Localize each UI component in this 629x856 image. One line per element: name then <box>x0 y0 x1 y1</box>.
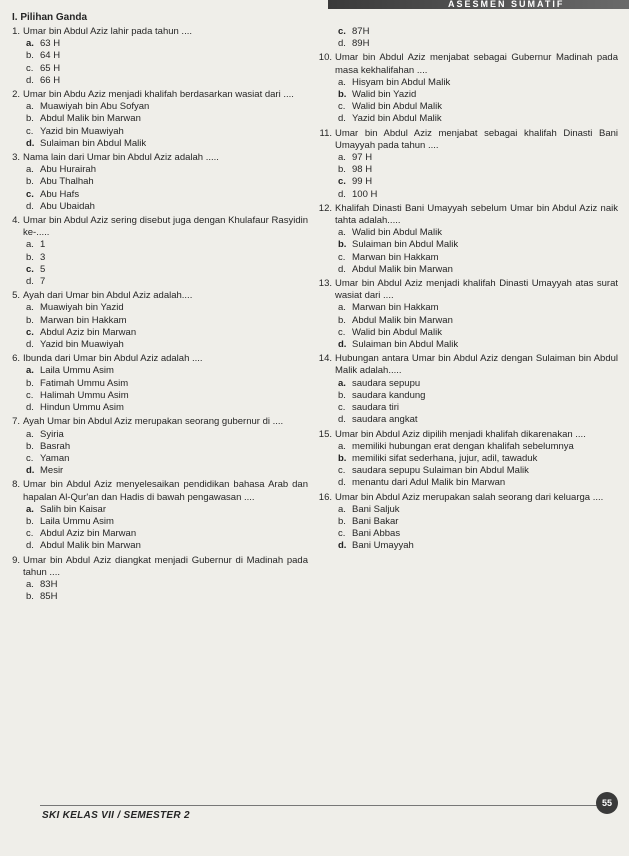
answer-option[interactable] <box>338 465 618 477</box>
answer-option[interactable] <box>26 315 308 327</box>
option-text: saudara angkat <box>352 414 418 426</box>
question-number: 9. <box>12 554 20 566</box>
answer-option[interactable] <box>338 315 618 327</box>
answer-option[interactable] <box>338 302 618 314</box>
answer-option[interactable] <box>26 516 308 528</box>
option-text: Walid bin Abdul Malik <box>352 101 442 113</box>
option-letter: c. <box>26 389 34 401</box>
question-number: 5. <box>12 290 20 302</box>
selected-option-letter: a. <box>338 377 346 389</box>
question-text-row <box>316 353 618 377</box>
option-letter: d. <box>338 188 346 200</box>
question-text-row <box>4 26 308 38</box>
option-letter: b. <box>338 515 346 527</box>
question-text: Umar bin Abdul Aziz diangkat menjadi Gubernur di Madinah pada tahun .... <box>23 554 308 578</box>
option-text: Abdul Aziz bin Marwan <box>40 528 137 540</box>
option-text: 83H <box>40 578 58 590</box>
answer-option[interactable] <box>338 227 618 239</box>
question-text-row <box>4 215 308 239</box>
question-number: 12. <box>318 202 332 214</box>
selected-option-letter: d. <box>26 465 35 477</box>
question-item <box>316 128 618 201</box>
option-text: 100 H <box>352 188 378 200</box>
option-letter: b. <box>26 176 34 188</box>
question-text: Umar bin Abdul Aziz menjabat sebagai khalifah Dinasti Bani Umayyah pada tahun .... <box>335 127 618 151</box>
option-text: 98 H <box>352 164 373 176</box>
header-banner: ASESMEN SUMATIF <box>328 0 629 9</box>
question-text: Ibunda dari Umar bin Abdul Aziz adalah .... <box>23 353 203 365</box>
question-text-row <box>4 555 308 579</box>
answer-options <box>4 38 308 87</box>
question-text-row <box>4 290 308 302</box>
question-text: Umar bin Abdul Aziz menjabat sebagai Gubernur Madinah pada masa kekhalifahan .... <box>335 52 618 76</box>
option-letter: c. <box>26 452 34 464</box>
answer-option[interactable] <box>338 89 618 101</box>
question-text-row <box>316 203 618 227</box>
option-letter: a. <box>338 152 346 164</box>
question-text-row <box>4 416 308 428</box>
section-title: I. Pilihan Ganda <box>12 12 88 23</box>
option-text: Bani Bakar <box>352 515 399 527</box>
option-text: Abu Hafs <box>40 188 80 200</box>
question-item <box>4 555 308 604</box>
option-letter: b. <box>26 591 34 603</box>
answer-options <box>316 504 618 553</box>
answer-option[interactable] <box>26 138 308 150</box>
answer-option[interactable] <box>26 365 308 377</box>
option-text: Yazid bin Muawiyah <box>40 125 124 137</box>
option-letter: d. <box>26 200 34 212</box>
option-letter: a. <box>26 239 34 251</box>
option-text: Muawiyah bin Abu Sofyan <box>40 101 150 113</box>
selected-option-letter: d. <box>338 339 347 351</box>
answer-option[interactable] <box>26 252 308 264</box>
option-letter: b. <box>26 50 34 62</box>
option-text: Hisyam bin Abdul Malik <box>352 76 451 88</box>
option-text: memiliki sifat sederhana, jujur, adil, tawaduk <box>352 452 538 464</box>
selected-option-letter: c. <box>26 263 34 275</box>
answer-options <box>4 504 308 553</box>
answer-option[interactable] <box>338 164 618 176</box>
option-text: Yazid bin Muawiyah <box>40 339 124 351</box>
answer-option[interactable] <box>338 176 618 188</box>
selected-option-letter: c. <box>338 26 346 37</box>
option-letter: a. <box>338 440 346 452</box>
option-text: Bani Umayyah <box>352 540 414 552</box>
option-text: Marwan bin Hakkam <box>352 251 439 263</box>
footer-rule <box>40 805 600 806</box>
question-text-row <box>316 52 618 76</box>
answer-option[interactable] <box>26 441 308 453</box>
answer-option[interactable] <box>338 77 618 89</box>
answer-option[interactable] <box>26 390 308 402</box>
answer-option[interactable] <box>26 540 308 552</box>
option-text: 7 <box>40 276 46 288</box>
answer-option[interactable] <box>338 378 618 390</box>
answer-option[interactable] <box>338 339 618 351</box>
question-number: 3. <box>12 152 20 164</box>
selected-option-letter: c. <box>26 326 34 338</box>
option-text: Bani Saljuk <box>352 503 400 515</box>
option-letter: b. <box>26 515 34 527</box>
answer-option[interactable] <box>26 38 308 50</box>
question-number: 1. <box>12 26 20 37</box>
option-letter: d. <box>26 540 34 552</box>
selected-option-letter: d. <box>26 137 35 149</box>
question-text-row <box>316 128 618 152</box>
option-letter: d. <box>338 477 346 489</box>
question-number: 13. <box>318 278 332 290</box>
option-text: Hindun Ummu Asim <box>40 402 124 414</box>
answer-option[interactable] <box>26 378 308 390</box>
question-text: Nama lain dari Umar bin Abdul Aziz adalah ..... <box>23 152 219 164</box>
answer-option[interactable] <box>26 579 308 591</box>
answer-option[interactable] <box>338 239 618 251</box>
option-text: 65 H <box>40 62 61 74</box>
option-letter: a. <box>338 503 346 515</box>
option-text: saudara tiri <box>352 402 399 414</box>
option-text: Sulaiman bin Abdul Malik <box>352 339 459 351</box>
answer-option[interactable] <box>26 101 308 113</box>
selected-option-letter: a. <box>26 38 34 50</box>
option-letter: b. <box>338 389 346 401</box>
option-text: Abdul Aziz bin Marwan <box>40 326 137 338</box>
option-letter: b. <box>26 314 34 326</box>
option-text: 64 H <box>40 50 61 62</box>
option-letter: b. <box>26 113 34 125</box>
option-text: Abdul Malik bin Marwan <box>352 314 453 326</box>
option-letter: a. <box>338 302 346 314</box>
question-number: 4. <box>12 215 20 227</box>
answer-option[interactable] <box>338 101 618 113</box>
option-letter: d. <box>338 113 346 125</box>
answer-option[interactable] <box>26 201 308 213</box>
option-text: Sulaiman bin Abdul Malik <box>40 137 147 149</box>
question-text: Umar bin Abdul Aziz lahir pada tahun .... <box>23 26 192 37</box>
answer-option[interactable] <box>26 429 308 441</box>
option-letter: a. <box>26 164 34 176</box>
answer-option[interactable] <box>338 264 618 276</box>
option-text: Marwan bin Hakkam <box>40 314 127 326</box>
option-letter: a. <box>26 101 34 113</box>
option-text: Walid bin Abdul Malik <box>352 326 442 338</box>
question-number: 16. <box>318 491 332 503</box>
question-text: Khalifah Dinasti Bani Umayyah sebelum Umar bin Abdul Aziz naik tahta adalah..... <box>335 202 618 227</box>
question-text-row <box>316 278 618 302</box>
option-letter: c. <box>26 125 34 137</box>
option-text: 1 <box>40 239 46 251</box>
answer-option[interactable] <box>26 276 308 288</box>
option-letter: d. <box>338 414 346 426</box>
option-text: saudara kandung <box>352 389 426 401</box>
question-item <box>4 152 308 213</box>
question-text: Umar bin Abdul Aziz menjadi khalifah Dinasti Umayyah atas surat wasiat dari .... <box>335 278 618 302</box>
question-item <box>316 52 618 125</box>
question-item <box>4 416 308 477</box>
answer-option[interactable] <box>26 63 308 75</box>
option-letter: a. <box>26 578 34 590</box>
answer-option[interactable] <box>26 402 308 414</box>
option-letter: d. <box>26 74 34 86</box>
answer-option[interactable] <box>338 540 618 552</box>
answer-option[interactable] <box>26 504 308 516</box>
answer-option[interactable] <box>338 528 618 540</box>
question-item <box>316 203 618 276</box>
question-item <box>316 429 618 490</box>
selected-option-letter: a. <box>26 365 34 377</box>
answer-option[interactable] <box>26 465 308 477</box>
question-text: Umar bin Abdul Aziz merupakan salah seorang dari keluarga .... <box>335 491 604 503</box>
option-text: Yaman <box>40 452 70 464</box>
answer-option[interactable] <box>338 390 618 402</box>
answer-option[interactable] <box>338 38 618 50</box>
option-letter: c. <box>338 528 346 540</box>
question-text: Umar bin Abdul Aziz menyelesaikan pendidikan bahasa Arab dan hapalan Al-Qur'an dan Hadis di bawah pengawasan .... <box>23 479 308 503</box>
question-text-row <box>316 492 618 504</box>
option-text: 87H <box>352 26 370 37</box>
question-number: 11. <box>319 127 332 139</box>
option-letter: c. <box>26 62 34 74</box>
right-column <box>316 26 618 555</box>
answer-options <box>316 26 618 50</box>
question-item <box>4 26 308 87</box>
question-item <box>4 479 308 552</box>
answer-option[interactable] <box>26 189 308 201</box>
option-text: 5 <box>40 263 46 275</box>
option-text: Abu Ubaidah <box>40 200 95 212</box>
option-text: saudara sepupu <box>352 377 421 389</box>
answer-options <box>316 302 618 351</box>
answer-options <box>4 101 308 150</box>
answer-options <box>4 429 308 478</box>
question-text-row <box>316 429 618 441</box>
option-text: Fatimah Ummu Asim <box>40 377 129 389</box>
option-text: Bani Abbas <box>352 528 401 540</box>
answer-option[interactable] <box>26 339 308 351</box>
option-letter: a. <box>338 76 346 88</box>
option-letter: c. <box>338 465 346 477</box>
answer-option[interactable] <box>338 504 618 516</box>
option-text: Abu Thalhah <box>40 176 94 188</box>
option-letter: c. <box>338 326 346 338</box>
selected-option-letter: d. <box>338 540 347 552</box>
answer-option[interactable] <box>338 26 618 38</box>
option-letter: c. <box>338 402 346 414</box>
question-text-row <box>4 353 308 365</box>
selected-option-letter: b. <box>338 89 347 101</box>
question-text-row <box>4 89 308 101</box>
option-text: Laila Ummu Asim <box>40 365 114 377</box>
answer-option[interactable] <box>338 516 618 528</box>
answer-options <box>4 164 308 213</box>
option-text: Laila Ummu Asim <box>40 515 114 527</box>
answer-option[interactable] <box>338 414 618 426</box>
answer-option[interactable] <box>26 126 308 138</box>
option-text: Yazid bin Abdul Malik <box>352 113 442 125</box>
option-letter: a. <box>338 227 346 239</box>
question-number: 8. <box>12 479 20 491</box>
option-letter: d. <box>26 402 34 414</box>
question-number: 10. <box>318 52 332 64</box>
option-letter: d. <box>338 38 346 50</box>
answer-option[interactable] <box>26 591 308 603</box>
question-item <box>316 353 618 426</box>
answer-options <box>4 579 308 603</box>
selected-option-letter: c. <box>338 176 346 188</box>
option-text: saudara sepupu Sulaiman bin Abdul Malik <box>352 465 529 477</box>
selected-option-letter: a. <box>26 503 34 515</box>
answer-options <box>316 227 618 276</box>
option-letter: a. <box>26 428 34 440</box>
answer-option[interactable] <box>26 75 308 87</box>
option-text: Syiria <box>40 428 64 440</box>
answer-option[interactable] <box>338 402 618 414</box>
question-item <box>4 89 308 150</box>
question-item <box>316 492 618 553</box>
question-text: Ayah dari Umar bin Abdul Aziz adalah.... <box>23 290 193 302</box>
option-letter: b. <box>26 440 34 452</box>
option-letter: b. <box>338 314 346 326</box>
option-text: Abdul Malik bin Marwan <box>352 263 453 275</box>
option-text: Walid bin Abdul Malik <box>352 227 442 239</box>
answer-options <box>316 378 618 427</box>
answer-option[interactable] <box>26 176 308 188</box>
question-text: Umar bin Abdu Aziz menjadi khalifah berdasarkan wasiat dari .... <box>23 89 294 101</box>
option-letter: a. <box>26 302 34 314</box>
option-letter: c. <box>26 528 34 540</box>
question-number: 7. <box>12 416 20 428</box>
left-column <box>4 26 308 605</box>
question-item <box>316 278 618 351</box>
answer-option[interactable] <box>26 50 308 62</box>
answer-option[interactable] <box>338 252 618 264</box>
option-text: Abdul Malik bin Marwan <box>40 113 141 125</box>
option-letter: b. <box>338 164 346 176</box>
answer-option[interactable] <box>338 189 618 201</box>
question-number: 2. <box>12 89 20 101</box>
option-letter: d. <box>338 263 346 275</box>
answer-option[interactable] <box>26 264 308 276</box>
question-text: Ayah Umar bin Abdul Aziz merupakan seorang gubernur di .... <box>23 416 284 428</box>
option-text: 97 H <box>352 152 373 164</box>
selected-option-letter: b. <box>338 452 347 464</box>
option-text: Basrah <box>40 440 71 452</box>
option-text: Sulaiman bin Abdul Malik <box>352 239 459 251</box>
option-text: Abu Hurairah <box>40 164 96 176</box>
question-number: 14. <box>318 353 332 365</box>
question-text-row <box>4 152 308 164</box>
option-letter: d. <box>26 276 34 288</box>
question-number: 15. <box>318 428 332 440</box>
option-letter: b. <box>26 377 34 389</box>
answer-option[interactable] <box>26 528 308 540</box>
answer-options <box>316 152 618 201</box>
footer-label: SKI KELAS VII / SEMESTER 2 <box>42 810 190 821</box>
answer-option[interactable] <box>26 302 308 314</box>
option-text: 99 H <box>352 176 373 188</box>
option-text: Marwan bin Hakkam <box>352 302 439 314</box>
answer-options <box>4 239 308 288</box>
option-text: Mesir <box>40 465 64 477</box>
answer-options <box>316 441 618 490</box>
question-item <box>316 26 618 50</box>
answer-options <box>4 365 308 414</box>
option-letter: d. <box>26 339 34 351</box>
question-item <box>4 353 308 414</box>
option-text: Walid bin Yazid <box>352 89 417 101</box>
option-text: Salih bin Kaisar <box>40 503 107 515</box>
question-item <box>4 215 308 288</box>
question-text: Umar bin Abdul Aziz dipilih menjadi khalifah dikarenakan .... <box>335 428 586 440</box>
answer-option[interactable] <box>26 239 308 251</box>
option-letter: c. <box>338 101 346 113</box>
selected-option-letter: b. <box>338 239 347 251</box>
option-text: memiliki hubungan erat dengan khalifah sebelumnya <box>352 440 574 452</box>
option-text: Abdul Malik bin Marwan <box>40 540 141 552</box>
answer-option[interactable] <box>26 453 308 465</box>
option-text: 89H <box>352 38 370 50</box>
question-item <box>4 290 308 351</box>
option-letter: c. <box>338 251 346 263</box>
option-letter: b. <box>26 251 34 263</box>
answer-option[interactable] <box>338 441 618 453</box>
answer-option[interactable] <box>338 477 618 489</box>
option-text: 66 H <box>40 74 61 86</box>
answer-option[interactable] <box>26 327 308 339</box>
answer-option[interactable] <box>26 113 308 125</box>
question-text: Hubungan antara Umar bin Abdul Aziz dengan Sulaiman bin Abdul Malik adalah..... <box>335 353 618 377</box>
answer-option[interactable] <box>338 453 618 465</box>
question-number: 6. <box>12 353 20 365</box>
option-text: Muawiyah bin Yazid <box>40 302 124 314</box>
option-text: 63 H <box>40 38 61 50</box>
question-text-row <box>4 479 308 503</box>
page-number: 55 <box>596 792 618 814</box>
option-text: menantu dari Adul Malik bin Marwan <box>352 477 506 489</box>
answer-option[interactable] <box>26 164 308 176</box>
answer-option[interactable] <box>338 113 618 125</box>
selected-option-letter: c. <box>26 188 34 200</box>
answer-option[interactable] <box>338 152 618 164</box>
answer-options <box>4 302 308 351</box>
answer-options <box>316 77 618 126</box>
option-text: 85H <box>40 591 58 603</box>
option-text: 3 <box>40 251 46 263</box>
answer-option[interactable] <box>338 327 618 339</box>
question-text: Umar bin Abdul Aziz sering disebut juga dengan Khulafaur Rasyidin ke-..... <box>23 215 308 239</box>
option-text: Halimah Ummu Asim <box>40 389 129 401</box>
